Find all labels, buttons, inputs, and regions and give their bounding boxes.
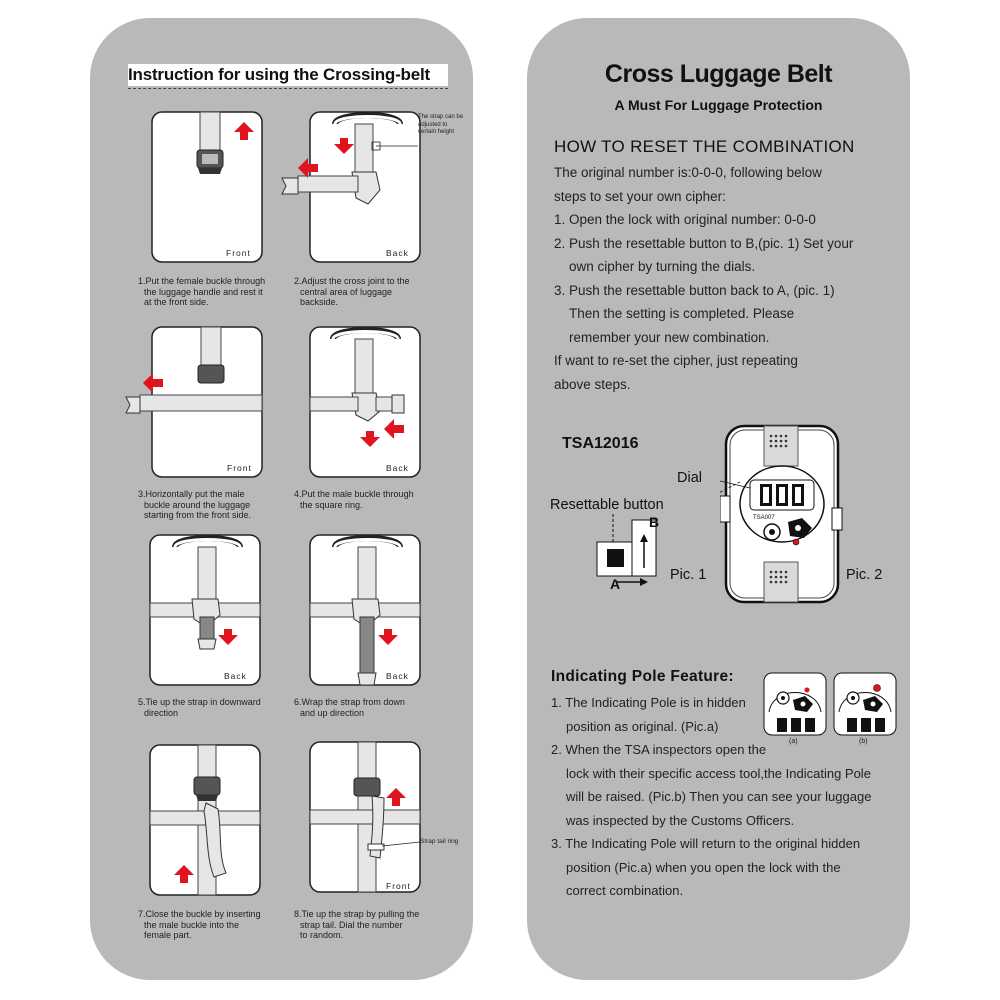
panel-label: Back bbox=[386, 248, 409, 258]
reset-line: 1. Open the lock with original number: 0-0-0 bbox=[554, 212, 816, 227]
reset-heading: HOW TO RESET THE COMBINATION bbox=[554, 137, 855, 156]
indicating-line: position as original. (Pic.a) bbox=[566, 718, 719, 734]
step-1-illustration bbox=[150, 110, 265, 265]
step-4-caption: 4.Put the male buckle through the square ring. bbox=[294, 489, 414, 510]
step-6-caption: 6.Wrap the strap from down and up direction bbox=[294, 697, 405, 718]
step-3-illustration bbox=[125, 325, 270, 480]
reset-line: 3. Push the resettable button back to A, (pic. 1) bbox=[554, 282, 835, 298]
indicating-instructions bbox=[551, 691, 871, 903]
panel-label: Front bbox=[226, 248, 251, 258]
step-6-illustration bbox=[308, 533, 423, 688]
indicating-line: position (Pic.a) when you open the lock with the bbox=[566, 859, 841, 875]
model-number: TSA12016 bbox=[562, 435, 639, 452]
step-5-illustration bbox=[148, 533, 263, 688]
indicating-heading: Indicating Pole Feature: bbox=[551, 668, 734, 685]
indicating-line: will be raised. (Pic.b) Then you can see your luggage bbox=[566, 789, 872, 804]
reset-line: above steps. bbox=[554, 376, 631, 392]
product-title: Cross Luggage Belt bbox=[604, 60, 833, 88]
reset-line: own cipher by turning the dials. bbox=[569, 259, 756, 274]
dial-label: Dial bbox=[677, 470, 702, 486]
position-a-label: A bbox=[610, 576, 621, 592]
indicating-line: lock with their specific access tool,the Indicating Pole bbox=[566, 765, 871, 781]
step-8-illustration bbox=[308, 740, 468, 900]
reset-line: Then the setting is completed. Please bbox=[569, 306, 795, 321]
step-1-caption: 1.Put the female buckle through the luggage handle and rest it at the front side. bbox=[138, 276, 266, 307]
indicating-line: 3. The Indicating Pole will return to the original hidden bbox=[551, 836, 861, 851]
step-2-caption: 2.Adjust the cross joint to the central area of luggage backside. bbox=[294, 276, 410, 307]
step-2-illustration bbox=[280, 110, 470, 265]
panel-label: Back bbox=[386, 671, 409, 681]
step-5-caption: 5.Tie up the strap in downward direction bbox=[138, 697, 261, 718]
step-8-caption: 8.Tie up the strap by pulling the strap tail. Dial the number to random. bbox=[294, 909, 420, 940]
step-7-illustration bbox=[148, 743, 263, 898]
product-subtitle: A Must For Luggage Protection bbox=[614, 97, 823, 113]
panel-label: Front bbox=[386, 881, 411, 891]
title-divider bbox=[128, 88, 448, 89]
reset-line: remember your new combination. bbox=[569, 329, 770, 345]
indicating-line: correct combination. bbox=[566, 883, 684, 898]
pic-a-label: (a) bbox=[789, 738, 798, 745]
pic-b-label: (b) bbox=[859, 738, 868, 745]
step-7-caption: 7.Close the buckle by inserting the male buckle into the female part. bbox=[138, 909, 261, 940]
reset-instructions bbox=[554, 161, 853, 396]
panel-label: Front bbox=[227, 463, 252, 473]
reset-line: If want to re-set the cipher, just repeating bbox=[554, 353, 798, 368]
position-b-label: B bbox=[649, 514, 660, 530]
strap-tail-ring-note: Strap tail ring bbox=[420, 838, 459, 845]
step-3-caption: 3.Horizontally put the male buckle around the luggage starting from the front side. bbox=[138, 489, 252, 520]
reset-line: The original number is:0-0-0, following below bbox=[554, 165, 822, 180]
indicating-line: 2. When the TSA inspectors open the bbox=[551, 742, 767, 757]
indicating-line: was inspected by the Customs Officers. bbox=[566, 812, 795, 828]
strap-height-note: The strap can be adjusted to certain height bbox=[418, 114, 464, 135]
pic-2-lock-illustration bbox=[720, 422, 845, 607]
pic-1-diagram bbox=[590, 512, 665, 592]
lock-model-text: TSA007 bbox=[753, 515, 775, 521]
pic-1-label: Pic. 1 bbox=[670, 567, 707, 583]
panel-label: Back bbox=[386, 463, 409, 473]
reset-line: steps to set your own cipher: bbox=[554, 188, 726, 204]
instruction-title: Instruction for using the Crossing-belt bbox=[128, 64, 448, 86]
step-4-illustration bbox=[308, 325, 423, 480]
reset-line: 2. Push the resettable button to B,(pic. 1) Set your bbox=[554, 235, 854, 251]
pic-2-label: Pic. 2 bbox=[846, 567, 883, 583]
resettable-button-label: Resettable button bbox=[550, 497, 664, 513]
panel-label: Back bbox=[224, 671, 247, 681]
indicating-line: 1. The Indicating Pole is in hidden bbox=[551, 695, 746, 710]
